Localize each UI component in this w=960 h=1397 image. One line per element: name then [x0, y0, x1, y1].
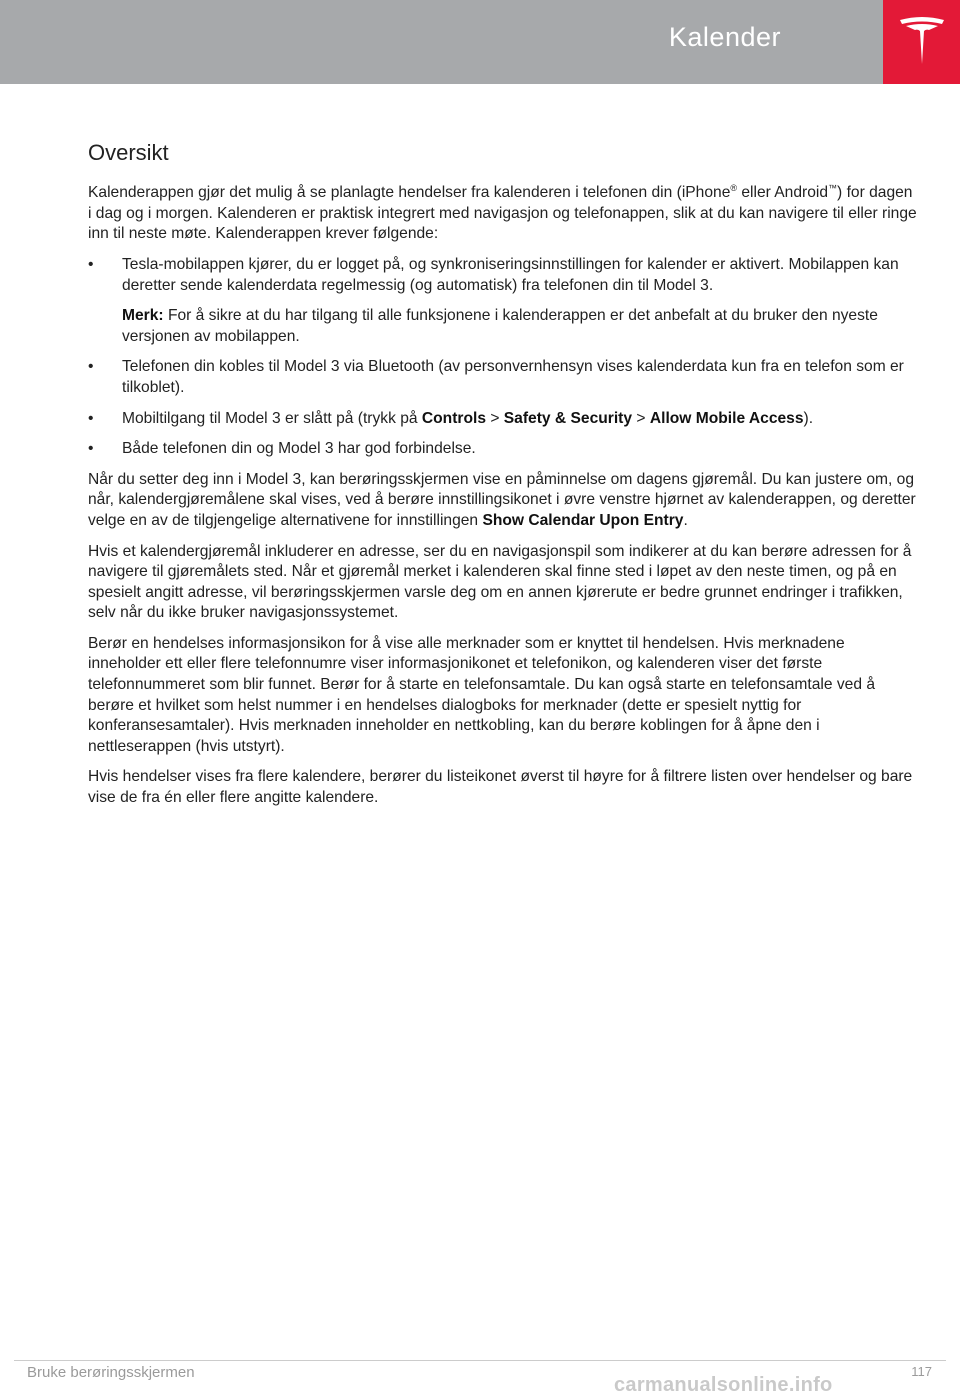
list-item [88, 409, 918, 430]
bullet: • [88, 409, 94, 427]
section-title: Oversikt [88, 140, 169, 165]
bullet: • [88, 255, 94, 273]
note [88, 306, 918, 347]
list-item-text: Telefonen din kobles til Model 3 via Bluetooth (av personvernhensyn vises kalenderdata kun fra en telefon som er tilkoblet). [122, 358, 904, 396]
paragraph-filter: Hvis hendelser vises fra flere kalendere, berører du listeikonet øverst til høyre for å filtrere listen over hendelser og bare vise de fra én eller flere angitte kalendere. [88, 768, 913, 807]
watermark: carmanualsonline.info [614, 1374, 833, 1396]
intro-text-3: ) for dagen i dag og i morgen. Kalenderen er praktisk integrert med navigasjon og telefonappen, slik at du kan navigere til eller ringe inn til neste møte. Kalenderappen krever følgende: [88, 184, 917, 243]
show-calendar-setting-label: Show Calendar Upon Entry [482, 511, 684, 529]
logo-box [883, 0, 960, 84]
list-item-text: Både telefonen din og Model 3 har god forbindelse. [122, 440, 476, 458]
safety-security-label: Safety & Security [503, 409, 633, 427]
note-label: Merk: [122, 307, 164, 325]
footer-divider [14, 1360, 946, 1361]
requirements-list-continued [88, 357, 918, 459]
requirements-list [88, 255, 918, 296]
bullet: • [88, 440, 94, 458]
controls-label: Controls [421, 409, 486, 427]
list-item [88, 357, 918, 398]
note-text: For å sikre at du har tilgang til alle funksjonene i kalenderappen er det anbefalt at du bruker den nyeste versjonen av mobilappen. [122, 307, 878, 345]
list-item [88, 255, 918, 296]
page-number: 117 [911, 1364, 932, 1379]
tesla-logo-icon [896, 14, 948, 68]
separator: > [486, 409, 504, 427]
separator: > [632, 409, 650, 427]
paragraph-end: . [683, 511, 688, 529]
intro-text-2: eller Android [737, 184, 829, 202]
allow-mobile-access-label: Allow Mobile Access [649, 409, 804, 427]
intro-text-1: Kalenderappen gjør det mulig å se planlagte hendelser fra kalenderen i telefonen din (iPhone [88, 184, 731, 202]
bullet: • [88, 358, 94, 376]
list-item-end: ). [803, 409, 814, 427]
list-item-text: Tesla-mobilappen kjører, du er logget på, og synkroniseringsinnstillingen for kalender er aktivert. Mobilappen kan deretter sende kalenderdata regelmessig (og automatisk) fra telefonen din til Model 3. [122, 255, 899, 294]
header-bar [0, 0, 883, 84]
list-item [88, 439, 918, 460]
registered-mark: ® [730, 183, 738, 193]
footer-section-name: Bruke berøringsskjermen [27, 1364, 195, 1381]
trademark-mark: ™ [828, 183, 838, 193]
paragraph-reminder [88, 470, 918, 532]
paragraph-navigation: Hvis et kalendergjøremål inkluderer en adresse, ser du en navigasjonspil som indikerer at du kan berøre adressen for å navigere til gjøremålets sted. Når et gjøremål merket i kalenderen skal finne sted i løpet av den neste timen, og på en spesielt angitt adresse, vil berøringsskjermen varsle deg om en annen kjørerute er bedre grunnet endringer i trafikken, selv når du ikke bruker navigasjonssystemet. [88, 542, 912, 622]
intro-paragraph [88, 178, 918, 245]
paragraph-text: Når du setter deg inn i Model 3, kan berøringsskjermen vise en påminnelse om dagens gjøremål. Du kan justere om, og når, kalendergjøremålene skal vises, ved å berøre innstillingsikonet i øvre venstre hjørnet av kalenderappen, og deretter velge en av de tilgjengelige alternativene for innstillingen [88, 470, 916, 529]
paragraph-info-icon: Berør en hendelses informasjonsikon for å vise alle merknader som er knyttet til hendelsen. Hvis merknadene inneholder ett eller flere telefonnumre viser informasjonikonet et telefonikon, og kalenderen viser det første telefonnummeret som blir funnet. Berør for å starte en telefonsamtale. Du kan også starte en telefonsamtale ved å berøre et hvilket som helst nummer i en hendelses dialogboks for merknader (dette er spesielt nyttig for konferansesamtaler). Hvis merknaden inneholder en nettkobling, kan du berøre koblingen for å åpne den i nettleserappen (hvis utstyrt). [88, 634, 876, 755]
page-header-title: Kalender [668, 22, 781, 52]
list-item-text: Mobiltilgang til Model 3 er slått på (trykk på [122, 409, 422, 427]
main-content [88, 140, 918, 819]
